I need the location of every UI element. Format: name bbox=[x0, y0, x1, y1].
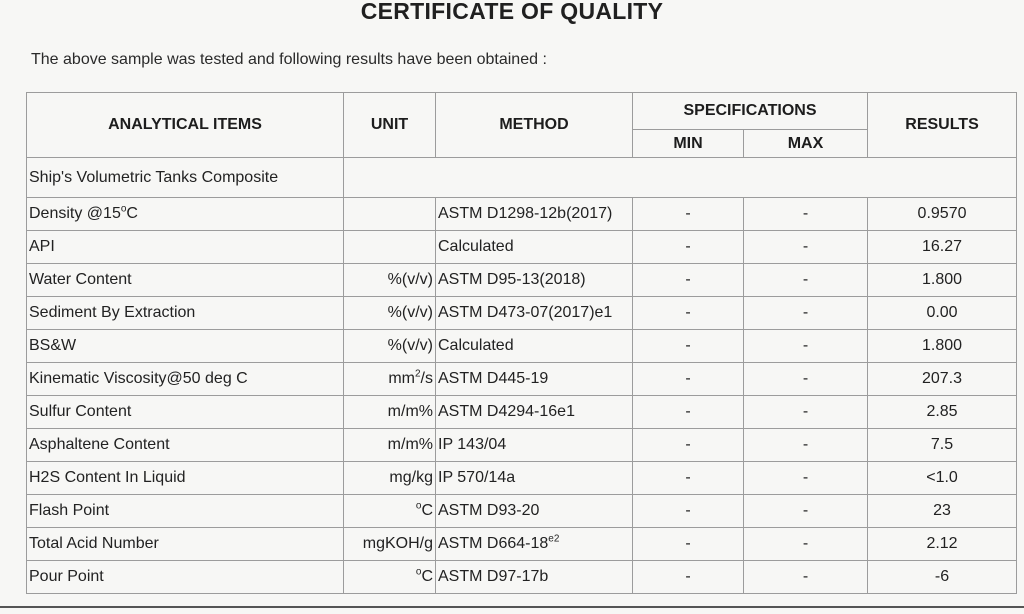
result-value: 1.800 bbox=[921, 337, 963, 354]
max-cell bbox=[744, 462, 868, 495]
table-row bbox=[27, 231, 1017, 264]
item-label: Kinematic Viscosity@50 deg C bbox=[29, 370, 248, 387]
max-value: - bbox=[802, 337, 809, 354]
method-cell bbox=[436, 363, 633, 396]
method-label: ASTM D445-19 bbox=[438, 370, 549, 387]
unit-cell bbox=[344, 495, 436, 528]
min-value: - bbox=[685, 370, 691, 387]
method-superscript: e2 bbox=[548, 533, 560, 545]
item-cell bbox=[27, 561, 344, 594]
max-cell bbox=[744, 528, 868, 561]
unit-superscript: 2 bbox=[414, 368, 421, 380]
method-label: IP 570/14a bbox=[438, 469, 516, 486]
max-cell bbox=[744, 495, 868, 528]
method-cell bbox=[436, 231, 633, 264]
item-superscript: o bbox=[120, 203, 127, 215]
header-max: MAX bbox=[744, 130, 868, 158]
method-label: IP 143/04 bbox=[438, 436, 507, 453]
unit-cell bbox=[344, 264, 436, 297]
result-value: 0.00 bbox=[926, 304, 958, 321]
header-specifications: SPECIFICATIONS bbox=[633, 93, 868, 130]
max-value: - bbox=[802, 469, 809, 486]
unit-cell bbox=[344, 396, 436, 429]
item-cell bbox=[27, 528, 344, 561]
item-label: Pour Point bbox=[29, 568, 104, 585]
intro-text: The above sample was tested and following results have been obtained : bbox=[31, 51, 547, 68]
unit-cell bbox=[344, 363, 436, 396]
max-value: - bbox=[802, 304, 809, 321]
result-value: 2.85 bbox=[926, 403, 958, 420]
method-cell bbox=[436, 495, 633, 528]
unit-label: %(v/v) bbox=[387, 337, 433, 354]
item-label: Total Acid Number bbox=[29, 535, 159, 552]
result-cell bbox=[868, 198, 1017, 231]
method-cell bbox=[436, 462, 633, 495]
method-cell bbox=[436, 396, 633, 429]
max-cell bbox=[744, 198, 868, 231]
unit-cell bbox=[344, 330, 436, 363]
method-cell bbox=[436, 264, 633, 297]
method-cell bbox=[436, 429, 633, 462]
max-value: - bbox=[802, 568, 809, 585]
method-cell bbox=[436, 330, 633, 363]
header-method: METHOD bbox=[436, 93, 633, 158]
unit-cell bbox=[344, 297, 436, 330]
item-label: API bbox=[29, 238, 55, 255]
min-value: - bbox=[685, 535, 691, 552]
result-cell bbox=[868, 363, 1017, 396]
result-value: 2.12 bbox=[926, 535, 958, 552]
min-cell bbox=[633, 297, 744, 330]
method-cell bbox=[436, 528, 633, 561]
unit-superscript: o bbox=[415, 500, 422, 512]
unit-cell bbox=[344, 462, 436, 495]
unit-label-tail: C bbox=[421, 502, 433, 519]
max-cell bbox=[744, 231, 868, 264]
method-cell bbox=[436, 198, 633, 231]
item-label-tail: C bbox=[126, 205, 138, 222]
table-row bbox=[27, 396, 1017, 429]
item-cell bbox=[27, 429, 344, 462]
min-value: - bbox=[685, 238, 691, 255]
min-value: - bbox=[685, 403, 691, 420]
header-row bbox=[27, 93, 1017, 130]
max-cell bbox=[744, 429, 868, 462]
item-cell bbox=[27, 495, 344, 528]
result-value: -6 bbox=[934, 568, 950, 585]
unit-cell bbox=[344, 198, 436, 231]
min-value: - bbox=[685, 469, 691, 486]
group-row bbox=[27, 158, 1017, 198]
min-value: - bbox=[685, 337, 691, 354]
result-cell bbox=[868, 429, 1017, 462]
min-cell bbox=[633, 198, 744, 231]
table-row bbox=[27, 429, 1017, 462]
table-row bbox=[27, 363, 1017, 396]
min-cell bbox=[633, 429, 744, 462]
method-label: ASTM D1298-12b(2017) bbox=[438, 205, 613, 222]
result-cell bbox=[868, 495, 1017, 528]
result-value: 207.3 bbox=[921, 370, 963, 387]
method-cell bbox=[436, 561, 633, 594]
unit-superscript: o bbox=[415, 566, 422, 578]
min-cell bbox=[633, 363, 744, 396]
max-cell bbox=[744, 264, 868, 297]
method-label: ASTM D4294-16e1 bbox=[438, 403, 575, 420]
method-label: ASTM D473-07(2017)e1 bbox=[438, 304, 613, 321]
header-unit: UNIT bbox=[344, 93, 436, 158]
unit-label: m/m% bbox=[387, 436, 433, 453]
bottom-rule bbox=[0, 606, 1024, 608]
result-cell bbox=[868, 462, 1017, 495]
item-cell bbox=[27, 198, 344, 231]
item-label: Sulfur Content bbox=[29, 403, 132, 420]
item-cell bbox=[27, 264, 344, 297]
item-cell bbox=[27, 396, 344, 429]
min-value: - bbox=[685, 205, 691, 222]
header-results: RESULTS bbox=[868, 93, 1017, 158]
item-cell bbox=[27, 231, 344, 264]
result-cell bbox=[868, 561, 1017, 594]
method-label: ASTM D97-17b bbox=[438, 568, 549, 585]
item-label: Asphaltene Content bbox=[29, 436, 170, 453]
unit-label: mm bbox=[388, 370, 415, 387]
unit-cell bbox=[344, 429, 436, 462]
item-label: Flash Point bbox=[29, 502, 110, 519]
result-value: 1.800 bbox=[921, 271, 963, 288]
quality-table bbox=[26, 92, 1017, 594]
max-value: - bbox=[802, 271, 809, 288]
min-value: - bbox=[685, 304, 691, 321]
result-value: 23 bbox=[933, 502, 951, 519]
result-value: 7.5 bbox=[930, 436, 954, 453]
max-value: - bbox=[802, 370, 809, 387]
table-row bbox=[27, 462, 1017, 495]
item-label: H2S Content In Liquid bbox=[29, 469, 186, 486]
table-row bbox=[27, 528, 1017, 561]
page-title: CERTIFICATE OF QUALITY bbox=[360, 0, 664, 24]
header-min: MIN bbox=[633, 130, 744, 158]
min-cell bbox=[633, 231, 744, 264]
max-value: - bbox=[802, 436, 809, 453]
table-row bbox=[27, 330, 1017, 363]
max-cell bbox=[744, 330, 868, 363]
method-label: ASTM D95-13(2018) bbox=[438, 271, 586, 288]
result-value: <1.0 bbox=[926, 469, 958, 486]
item-label: Density @15 bbox=[29, 205, 121, 222]
max-value: - bbox=[802, 205, 809, 222]
group-blank-cell bbox=[344, 158, 1017, 198]
min-cell bbox=[633, 528, 744, 561]
result-cell bbox=[868, 231, 1017, 264]
item-cell bbox=[27, 363, 344, 396]
item-label: BS&W bbox=[29, 337, 77, 354]
max-cell bbox=[744, 561, 868, 594]
min-cell bbox=[633, 396, 744, 429]
min-value: - bbox=[685, 568, 691, 585]
method-label: ASTM D664-18 bbox=[438, 535, 549, 552]
unit-label: %(v/v) bbox=[387, 304, 433, 321]
unit-label: mgKOH/g bbox=[362, 535, 433, 552]
group-label: Ship's Volumetric Tanks Composite bbox=[27, 158, 344, 198]
min-cell bbox=[633, 495, 744, 528]
result-cell bbox=[868, 528, 1017, 561]
unit-cell bbox=[344, 528, 436, 561]
item-cell bbox=[27, 330, 344, 363]
method-label: Calculated bbox=[438, 337, 514, 354]
method-label: Calculated bbox=[438, 238, 514, 255]
max-value: - bbox=[802, 403, 809, 420]
unit-label: mg/kg bbox=[389, 469, 433, 486]
unit-label-tail: C bbox=[421, 568, 433, 585]
item-label: Sediment By Extraction bbox=[29, 304, 196, 321]
unit-label-tail: /s bbox=[420, 370, 433, 387]
max-cell bbox=[744, 396, 868, 429]
method-cell bbox=[436, 297, 633, 330]
unit-label: %(v/v) bbox=[387, 271, 433, 288]
max-value: - bbox=[802, 238, 809, 255]
header-analytical-items: ANALYTICAL ITEMS bbox=[27, 93, 344, 158]
unit-cell bbox=[344, 561, 436, 594]
result-cell bbox=[868, 297, 1017, 330]
max-value: - bbox=[802, 502, 809, 519]
unit-label: m/m% bbox=[387, 403, 433, 420]
item-cell bbox=[27, 462, 344, 495]
result-cell bbox=[868, 264, 1017, 297]
max-cell bbox=[744, 363, 868, 396]
min-cell bbox=[633, 264, 744, 297]
min-value: - bbox=[685, 436, 691, 453]
min-value: - bbox=[685, 271, 691, 288]
result-value: 16.27 bbox=[921, 238, 963, 255]
table-row bbox=[27, 297, 1017, 330]
min-cell bbox=[633, 561, 744, 594]
unit-cell bbox=[344, 231, 436, 264]
max-cell bbox=[744, 297, 868, 330]
min-cell bbox=[633, 330, 744, 363]
table-row bbox=[27, 198, 1017, 231]
table-row bbox=[27, 561, 1017, 594]
table-row bbox=[27, 495, 1017, 528]
result-value: 0.9570 bbox=[917, 205, 967, 222]
min-cell bbox=[633, 462, 744, 495]
min-value: - bbox=[685, 502, 691, 519]
method-label: ASTM D93-20 bbox=[438, 502, 540, 519]
max-value: - bbox=[802, 535, 809, 552]
table-row bbox=[27, 264, 1017, 297]
item-cell bbox=[27, 297, 344, 330]
item-label: Water Content bbox=[29, 271, 132, 288]
result-cell bbox=[868, 330, 1017, 363]
result-cell bbox=[868, 396, 1017, 429]
